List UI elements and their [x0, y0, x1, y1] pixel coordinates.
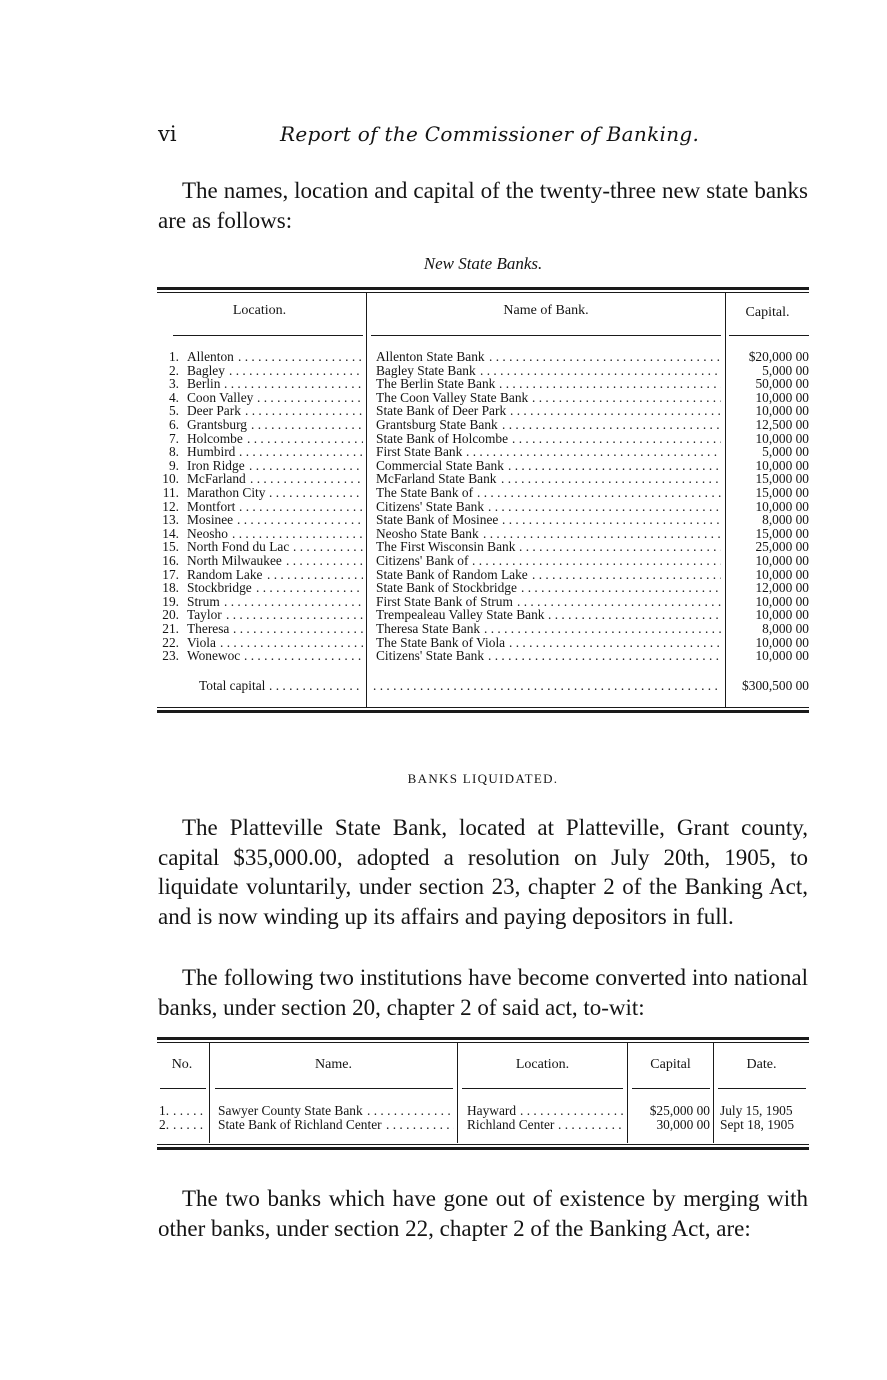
bank-capital: 8,000 00 — [762, 512, 809, 528]
bank-capital: 15,000 00 — [755, 471, 809, 487]
header-bank-name: Name of Bank. — [503, 303, 589, 318]
header-date: Date. — [746, 1057, 777, 1072]
header-location: Location. — [232, 303, 287, 318]
bank-location: Neosho — [187, 525, 228, 541]
table-row — [157, 608, 809, 622]
bank-location: Richland Center — [467, 1116, 555, 1132]
table-row — [157, 1118, 809, 1132]
row-number: 3. — [168, 376, 179, 392]
header-capital: Capital — [650, 1057, 691, 1072]
header-underline — [215, 1088, 453, 1089]
row-number: 21. — [162, 621, 179, 636]
table-bottom-rule — [157, 1147, 809, 1150]
row-number: 1. — [168, 349, 179, 364]
table-row — [157, 622, 809, 636]
bank-location: Hayward — [467, 1103, 517, 1118]
bank-name: First State Bank — [376, 444, 463, 460]
bank-name: State Bank of Stockbridge — [376, 580, 517, 596]
bank-name: The State Bank of — [376, 485, 474, 500]
bank-location: Grantsburg — [187, 417, 248, 432]
row-number: 12. — [162, 498, 179, 514]
table-row — [157, 636, 809, 650]
bank-name: Bagley State Bank — [376, 362, 476, 378]
bank-capital: 10,000 00 — [755, 634, 809, 650]
bank-location: Taylor — [187, 607, 222, 623]
bank-location: Berlin — [187, 376, 221, 392]
row-number: 4. — [168, 389, 179, 405]
table-row — [157, 540, 809, 554]
table-row — [157, 554, 809, 568]
bank-capital: 12,000 00 — [755, 580, 809, 596]
table-row — [157, 581, 809, 595]
total-row — [157, 679, 809, 693]
bank-name: State Bank of Random Lake — [376, 566, 528, 582]
table-row — [157, 1104, 809, 1118]
header-underline — [462, 1088, 623, 1089]
row-number: 9. — [168, 457, 179, 473]
row-number: 22. — [162, 634, 179, 650]
bank-name: Allenton State Bank — [376, 349, 485, 364]
row-number: 7. — [168, 430, 179, 446]
bank-location: Viola — [187, 634, 216, 650]
bank-name: Citizens' State Bank — [376, 648, 485, 664]
row-number: 20. — [162, 607, 179, 623]
bank-name: Citizens' Bank of — [376, 553, 469, 568]
row-number: 17. — [162, 566, 179, 582]
row-number: 2. — [159, 1116, 170, 1132]
bank-capital: 5,000 00 — [762, 362, 809, 378]
bank-capital: 50,000 00 — [755, 376, 809, 392]
bank-name: First State Bank of Strum — [376, 593, 513, 609]
table-row — [157, 459, 809, 473]
header-underline — [729, 335, 809, 336]
bank-name: McFarland State Bank — [376, 471, 497, 487]
bank-capital: 25,000 00 — [755, 539, 809, 555]
bank-location: Iron Ridge — [187, 457, 245, 473]
table-row — [157, 595, 809, 609]
bank-name: Sawyer County State Bank — [218, 1103, 363, 1118]
bank-location: Marathon City — [187, 485, 266, 500]
bank-location: Humbird — [187, 444, 236, 460]
bank-capital: 10,000 00 — [755, 648, 809, 664]
bank-location: Holcombe — [187, 430, 243, 446]
bank-name: Citizens' State Bank — [376, 498, 485, 514]
bank-location: Allenton — [187, 349, 234, 364]
row-number: 14. — [162, 525, 179, 541]
bank-location: Strum — [187, 593, 220, 609]
bank-location: North Fond du Lac — [187, 539, 290, 555]
bank-name: Trempealeau Valley State Bank — [376, 607, 545, 623]
bank-location: McFarland — [187, 471, 246, 487]
header-location: Location. — [515, 1057, 570, 1072]
bank-name: Theresa State Bank — [376, 621, 481, 636]
liquidation-paragraph: The Platteville State Bank, located at Platteville, Grant county, capital $35,000.00, adopted a resolution on July 20th, 1905, to liquidate voluntarily, under section 23, chapter 2 of the Banking Act, and is now winding up its affairs and paying depositors in full. — [158, 815, 808, 929]
new-banks-table — [157, 287, 809, 715]
bank-name: State Bank of Mosinee — [376, 512, 499, 528]
header-underline — [173, 335, 363, 336]
row-number: 5. — [168, 403, 179, 419]
row-number: 16. — [162, 553, 179, 568]
table-top-rule — [157, 287, 809, 290]
page-number: vi — [158, 122, 177, 146]
bank-capital: $25,000 00 — [649, 1103, 710, 1118]
table-bottom-rule-thin — [157, 707, 809, 708]
header-name: Name. — [315, 1057, 352, 1072]
total-value: $300,500 00 — [742, 678, 809, 693]
table-top-rule-thin — [157, 1042, 809, 1043]
conversion-paragraph: The following two institutions have become converted into national banks, under section 20, chapter 2 of said act, to-wit: — [158, 965, 808, 1020]
bank-capital: 10,000 00 — [755, 403, 809, 419]
bank-capital: 10,000 00 — [755, 389, 809, 405]
table-row — [157, 364, 809, 378]
bank-name: Neosho State Bank — [376, 525, 479, 541]
table-row — [157, 500, 809, 514]
table-row — [157, 404, 809, 418]
table-row — [157, 432, 809, 446]
bank-name: The First Wisconsin Bank — [376, 539, 516, 555]
row-number: 8. — [168, 444, 179, 460]
header-capital: Capital. — [745, 305, 790, 320]
bank-location: Mosinee — [187, 512, 234, 528]
bank-name: State Bank of Deer Park — [376, 403, 507, 419]
table-row — [157, 472, 809, 486]
table-row — [157, 513, 809, 527]
header-underline — [718, 1088, 806, 1089]
row-number: 11. — [162, 485, 179, 500]
conversion-date: July 15, 1905 — [720, 1103, 793, 1118]
table-bottom-rule — [157, 710, 809, 713]
bank-name: The Coon Valley State Bank — [376, 389, 529, 405]
row-number: 13. — [162, 512, 179, 528]
total-label: Total capital — [199, 678, 266, 693]
row-number: 15. — [162, 539, 179, 555]
bank-capital: 10,000 00 — [755, 553, 809, 568]
bank-location: Bagley — [187, 362, 225, 378]
table-row — [157, 391, 809, 405]
bank-name: Commercial State Bank — [376, 457, 504, 473]
bank-capital: 30,000 00 — [656, 1116, 710, 1132]
bank-capital: 10,000 00 — [755, 498, 809, 514]
bank-location: Theresa — [187, 621, 230, 636]
bank-name: Grantsburg State Bank — [376, 417, 498, 432]
table-bottom-rule-thin — [157, 1144, 809, 1145]
bank-capital: 10,000 00 — [755, 566, 809, 582]
bank-name: The Berlin State Bank — [376, 376, 496, 392]
bank-name: State Bank of Holcombe — [376, 430, 509, 446]
table-top-rule — [157, 1037, 809, 1040]
row-number: 18. — [162, 580, 179, 596]
bank-location: Coon Valley — [187, 389, 254, 405]
bank-location: Montfort — [187, 498, 236, 514]
row-number: 23. — [162, 648, 179, 664]
bank-name: State Bank of Richland Center — [218, 1116, 382, 1132]
running-title: Report of the Commissioner of Banking. — [280, 122, 700, 146]
header-underline — [160, 1088, 206, 1089]
bank-location: Random Lake — [187, 566, 263, 582]
table-row — [157, 649, 809, 663]
row-number: 2. — [168, 362, 179, 378]
row-number: 19. — [162, 593, 179, 609]
table-row — [157, 445, 809, 459]
bank-capital: 10,000 00 — [755, 607, 809, 623]
bank-capital: 10,000 00 — [755, 430, 809, 446]
bank-capital: 12,500 00 — [755, 417, 809, 432]
table-row — [157, 568, 809, 582]
table-row — [157, 350, 809, 364]
table-top-rule-thin — [157, 292, 809, 293]
bank-capital: $20,000 00 — [748, 349, 809, 364]
table-row — [157, 418, 809, 432]
header-no: No. — [171, 1057, 193, 1072]
bank-capital: 15,000 00 — [755, 525, 809, 541]
page-header — [158, 122, 808, 156]
bank-capital: 10,000 00 — [755, 457, 809, 473]
bank-location: North Milwaukee — [187, 553, 282, 568]
table-caption: New State Banks. — [423, 254, 543, 273]
row-number: 1. — [159, 1103, 170, 1118]
header-underline — [371, 335, 721, 336]
closing-paragraph: The two banks which have gone out of existence by merging with other banks, under section 22, chapter 2 of the Banking Act, are: — [158, 1186, 808, 1241]
table-row — [157, 527, 809, 541]
bank-capital: 15,000 00 — [755, 485, 809, 500]
bank-capital: 8,000 00 — [762, 621, 809, 636]
table-row — [157, 486, 809, 500]
section-heading: BANKS LIQUIDATED. — [407, 771, 559, 786]
bank-capital: 5,000 00 — [762, 444, 809, 460]
converted-banks-table — [157, 1037, 809, 1157]
intro-paragraph: The names, location and capital of the twenty-three new state banks are as follows: — [158, 178, 808, 233]
bank-location: Stockbridge — [187, 580, 252, 596]
bank-location: Deer Park — [187, 403, 241, 419]
header-underline — [632, 1088, 710, 1089]
conversion-date: Sept 18, 1905 — [720, 1116, 795, 1132]
row-number: 6. — [168, 417, 179, 432]
bank-name: The State Bank of Viola — [376, 634, 506, 650]
row-number: 10. — [162, 471, 179, 487]
table-row — [157, 377, 809, 391]
bank-capital: 10,000 00 — [755, 593, 809, 609]
bank-location: Wonewoc — [187, 648, 241, 664]
